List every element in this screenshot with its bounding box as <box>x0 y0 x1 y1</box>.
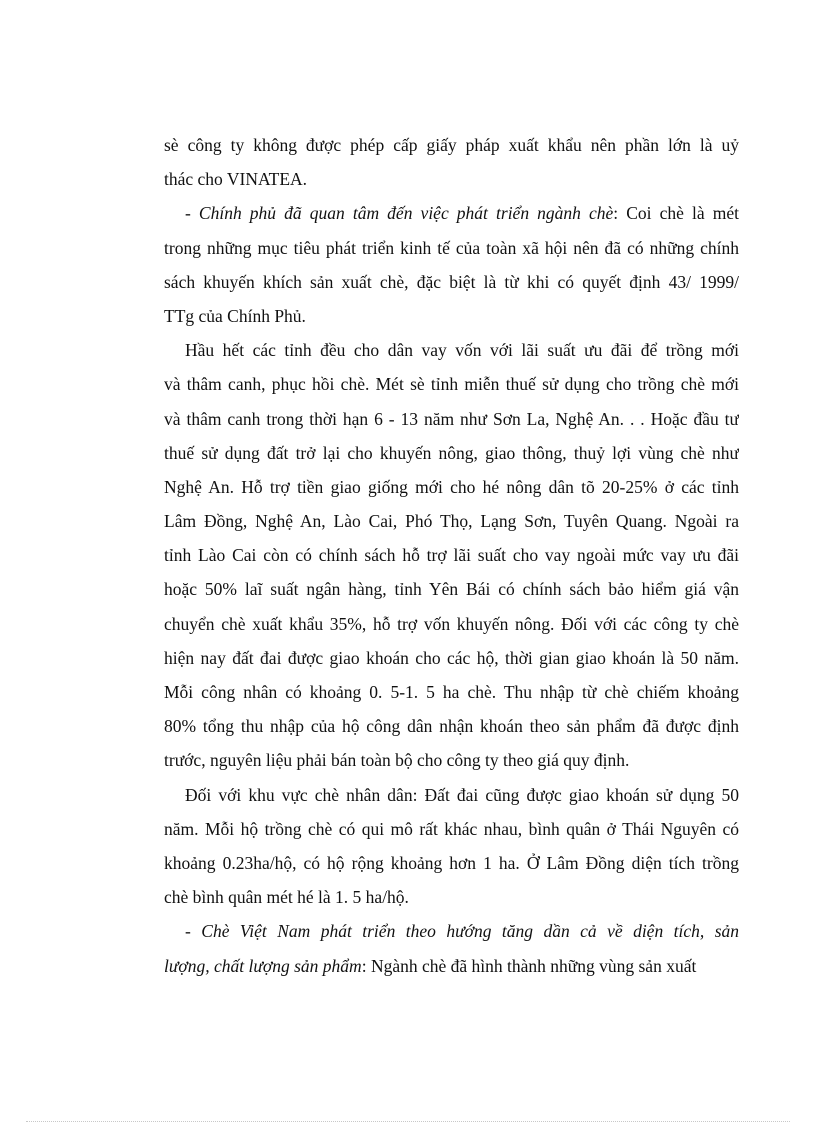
page-bottom-rule <box>26 1121 790 1122</box>
text-line: hoặc 50% laĩ suất ngân hàng, tỉnh Yên Bái có chính sách bảo hiểm giá vận <box>164 579 739 600</box>
text-line: khoảng 0.23ha/hộ, có hộ rộng khoảng hơn 1 ha. Ở Lâm Đồng diện tích trồng <box>164 852 739 873</box>
text-run: : Ngành chè đã hình thành những vùng sản xuất <box>361 955 697 976</box>
text-line: và thâm canh, phục hồi chè. Mét sè tỉnh miễn thuế sử dụng cho trồng chè mới <box>164 374 739 395</box>
text-line: Lâm Đồng, Nghệ An, Lào Cai, Phó Thọ, Lạng Sơn, Tuyên Quang. Ngoài ra <box>164 511 739 532</box>
text-line: Hầu hết các tỉnh đều cho dân vay vốn với lãi suất ưu đãi để trồng mới <box>185 340 739 361</box>
text-line: 80% tổng thu nhập của hộ công dân nhận khoán theo sản phẩm đã được định <box>164 716 739 737</box>
text-line: chuyển chè xuất khẩu 35%, hỗ trợ vốn khuyến nông. Đối với các công ty chè <box>164 613 739 634</box>
text-line: trước, nguyên liệu phải bán toàn bộ cho công ty theo giá quy định. <box>164 750 630 771</box>
text-line: Nghệ An. Hỗ trợ tiền giao giống mới cho hé nông dân tõ 20-25% ở các tỉnh <box>164 476 739 497</box>
text-line: năm. Mỗi hộ trồng chè có qui mô rất khác nhau, bình quân ở Thái Nguyên có <box>164 818 739 839</box>
text-line: sè công ty không được phép cấp giấy pháp xuất khẩu nên phần lớn là uỷ <box>164 135 739 155</box>
text-line: thác cho VINATEA. <box>164 169 308 190</box>
italic-heading: - Chè Việt Nam phát triển theo hướng tăng dần cả về diện tích, sản <box>185 921 739 942</box>
text-line: và thâm canh trong thời hạn 6 - 13 năm như Sơn La, Nghệ An. . . Hoặc đầu tư <box>164 408 739 429</box>
text-line: thuế sử dụng đất trở lại cho khuyến nông, giao thông, thuỷ lợi vùng chè như <box>164 442 739 463</box>
text-line: Mỗi công nhân có khoảng 0. 5-1. 5 ha chè. Thu nhập từ chè chiếm khoảng <box>164 682 739 702</box>
text-line <box>164 914 739 948</box>
text-line: trong những mục tiêu phát triển kinh tế của toàn xã hội nên đã có những chính <box>164 237 739 258</box>
text-run: : Coi chè là mét <box>613 203 739 224</box>
text-line: sách khuyến khích sản xuất chè, đặc biệt là từ khi có quyết định 43/ 1999/ <box>164 271 739 292</box>
italic-heading: lượng, chất lượng sản phẩm <box>164 955 362 976</box>
text-line: TTg của Chính Phủ. <box>164 305 306 326</box>
text-line: chè bình quân mét hé là 1. 5 ha/hộ. <box>164 887 409 908</box>
text-line <box>164 949 739 983</box>
text-line: hiện nay đất đai được giao khoán cho các hộ, thời gian giao khoán là 50 năm. <box>164 647 739 668</box>
text-line: Đối với khu vực chè nhân dân: Đất đai cũng được giao khoán sử dụng 50 <box>185 784 739 805</box>
italic-heading: - Chính phủ đã quan tâm đến việc phát triển ngành chè <box>185 203 614 224</box>
text-line: tỉnh Lào Cai còn có chính sách hỗ trợ lãi suất cho vay ngoài mức vay ưu đãi <box>164 545 739 566</box>
text-line <box>164 196 739 230</box>
body-text <box>164 128 739 983</box>
